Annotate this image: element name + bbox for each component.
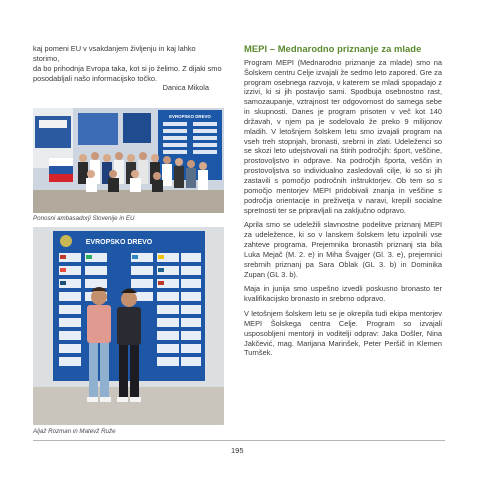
page-number: 195 (231, 446, 244, 455)
article-paragraph: Program MEPI (Mednarodno priznanje za mlade) smo na Šolskem centru Celje izvajali že sedmo leto zapored. Gre za program osebnega razvoja, v katerem se mladi spopadajo z izzivi, ki si jih postavijo sami. Spodbuja osebnostno rast, samozaupanje, vztrajnost ter odgovornost do samega sebe in skupnosti. Danes je program prisoten v več kot 140 državah, v njem pa je sodelovalo že preko 9 milijonov mladih. V letošnjem šolskem letu smo izvajali program na vseh treh stopnjah, bronasti, srebrni in zlati. Udeleženci so se skozi leto udejstvovali na štirih področjih: šport, veščine, prostovoljstvo in odprave. Na področjih športa, veščin in prostovoljstva so individualno zasledovali cilje, ki so si jih zastavili s pomočjo področnih inštruktorjev. Ob tem so s pomočjo mentorjev MEPI pridobivali znanja in veščine s področja orientacije in preživetja v naravi, krepili socialne spretnosti ter se pripravljali na zaključno odpravo. (244, 57, 442, 215)
group-photo (33, 108, 224, 213)
photo-caption: Ponosni ambasadorji Slovenije in EU (33, 215, 135, 222)
intro-line: kaj pomeni EU v vsakdanjem življenju in kaj lahko storimo, (33, 44, 196, 63)
footer-divider (33, 440, 445, 441)
board-title: EVROPSKO DREVO (85, 239, 153, 246)
article-heading: MEPI – Mednarodno priznanje za mlade (244, 43, 422, 54)
intro-line: da bo prihodnja Evropa taka, kot si jo želimo. Z dijaki smo (33, 63, 222, 73)
article-paragraph: Maja in junija smo uspešno izvedli poskusno bronasto ter kvalifikacijsko bronasto in srebrno odpravo. (244, 284, 442, 304)
article (244, 44, 442, 363)
left-intro-text (33, 44, 223, 93)
article-paragraph: Aprila smo se udeležili slavnostne podelitve priznanj MEPI za udeležence, ki so v lanskem šolskem letu izpolnili vse zahteve programa. Prejemnika bronastih priznanj sta bila Luka Mejač (M. 2. e) in Miha Švajger (Gl. 3. e), prejemnici srebrnih priznanj pa Sara Oblak (GL 3. b) in Dominika Zupan (GL 3. b). (244, 220, 442, 279)
photo-caption: Aljaž Rozman in Matevž Ruže (33, 428, 116, 435)
board-title: EVROPSKO DREVO (169, 114, 211, 119)
article-paragraph: V letošnjem šolskem letu se je okrepila tudi ekipa mentorjev MEPI Šolskega centra Celje. Program so izvajali usposobljeni mentorji in voditelji odprav: Jaka Došler, Nina Jakčević, mag. Marijana Marinšek, Peter Peršič in Klemen Turnšek. (244, 309, 442, 358)
intro-line: posodabljali našo informacijsko točko. (33, 73, 158, 83)
author-signature: Danica Mikola (162, 83, 209, 93)
duo-photo (33, 227, 224, 425)
